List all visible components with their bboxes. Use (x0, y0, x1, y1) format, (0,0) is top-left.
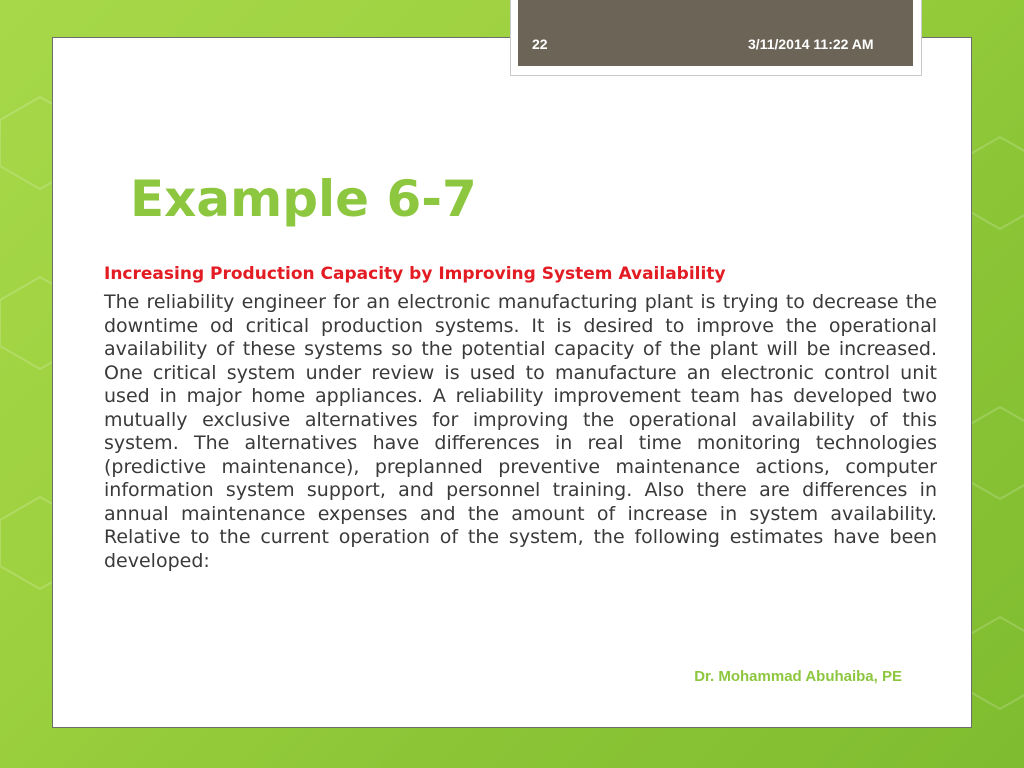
slide-subheading: Increasing Production Capacity by Improving System Availability (104, 264, 726, 284)
slide-date: 3/11/2014 11:22 AM (748, 36, 874, 52)
footer-author: Dr. Mohammad Abuhaiba, PE (694, 668, 902, 685)
slide-body-text: The reliability engineer for an electronic manufacturing plant is trying to decrease the downtime od critical production systems. It is desired to improve the operational availability of these systems so the potential capacity of the plant will be increased. One critical system under review is used to manufacture an electronic control unit used in major home appliances. A reliability improvement team has developed two mutually exclusive alternatives for improving the operational availability of this system. The alternatives have differences in real time monitoring technologies (predictive maintenance), preplanned preventive maintenance actions, computer information system support, and personnel training. Also there are differences in annual maintenance expenses and the amount of increase in system availability. Relative to the current operation of the system, the following estimates have been developed: (104, 291, 937, 572)
slide-title: Example 6-7 (130, 170, 477, 228)
header-bar (518, 0, 913, 66)
slide-number: 22 (532, 36, 548, 52)
